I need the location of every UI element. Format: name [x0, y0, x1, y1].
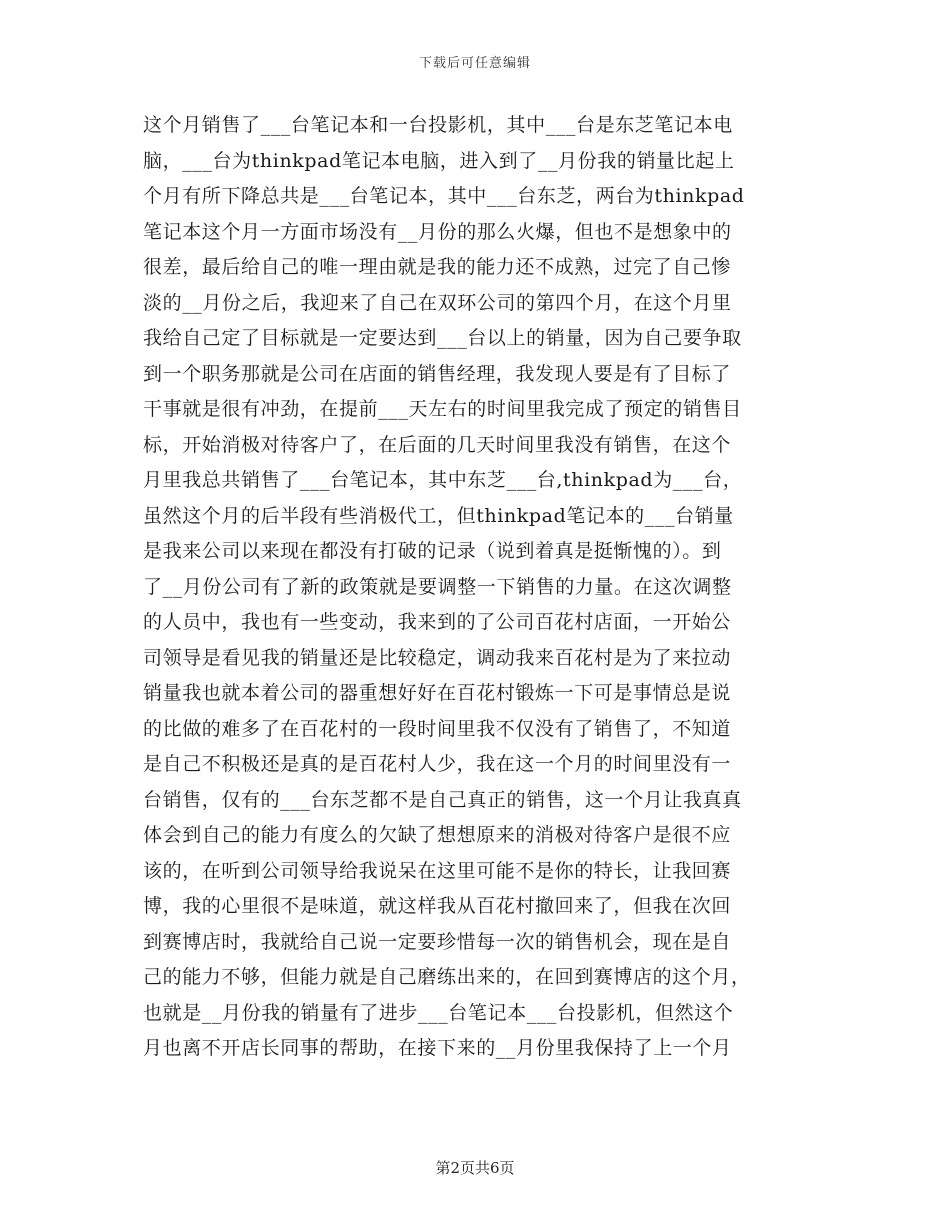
text-line: 的人员中，我也有一些变动，我来到的了公司百花村店面，一开始公: [143, 611, 732, 633]
text-line: 月里我总共销售了___台笔记本，其中东芝___台,thinkpad为___台，: [143, 469, 743, 491]
text-line: 销量我也就本着公司的器重想好好在百花村锻炼一下可是事情总是说: [143, 682, 732, 704]
text-line: 月也离不开店长同事的帮助，在接下来的__月份里我保持了上一个月: [143, 1037, 732, 1059]
text-line: 标，开始消极对待客户了，在后面的几天时间里我没有销售，在这个: [143, 433, 732, 456]
text-line: 该的，在听到公司领导给我说呆在这里可能不是你的特长，让我回赛: [143, 859, 732, 882]
text-line: 博，我的心里很不是味道，就这样我从百花村撤回来了，但我在次回: [143, 895, 732, 917]
text-line: 的比做的难多了在百花村的一段时间里我不仅没有了销售了，不知道: [143, 717, 732, 740]
text-line: 脑，___台为thinkpad笔记本电脑，进入到了__月份我的销量比起上: [143, 149, 735, 172]
text-line: 了__月份公司有了新的政策就是要调整一下销售的力量。在这次调整: [143, 575, 732, 598]
text-line: 到一个职务那就是公司在店面的销售经理，我发现人要是有了目标了: [143, 362, 732, 385]
text-line: 到赛博店时，我就给自己说一定要珍惜每一次的销售机会，现在是自: [143, 930, 732, 953]
page-header: 下载后可任意编辑: [418, 56, 531, 71]
text-line: 淡的__月份之后，我迎来了自己在双环公司的第四个月，在这个月里: [143, 291, 732, 314]
text-line: 台销售，仅有的___台东芝都不是自己真正的销售，这一个月让我真真: [143, 788, 742, 811]
text-line: 是我来公司以来现在都没有打破的记录（说到着真是挺惭愧的）。到: [143, 540, 722, 562]
text-line: 个月有所下降总共是___台笔记本，其中___台东芝，两台为thinkpad: [143, 185, 745, 207]
text-line: 干事就是很有冲劲，在提前___天左右的时间里我完成了预定的销售目: [143, 398, 742, 420]
text-line: 虽然这个月的后半段有些消极代工，但thinkpad笔记本的___台销量: [143, 504, 734, 527]
text-line: 我给自己定了目标就是一定要达到___台以上的销量，因为自己要争取: [143, 327, 742, 349]
text-line: 司领导是看见我的销量还是比较稳定，调动我来百花村是为了来拉动: [143, 646, 732, 669]
document-body: [143, 108, 803, 1067]
text-line: 是自己不积极还是真的是百花村人少，我在这一个月的时间里没有一: [143, 753, 732, 775]
page-number: 第2页共6页: [435, 1159, 515, 1177]
text-line: 笔记本这个月一方面市场没有__月份的那么火爆，但也不是想象中的: [143, 220, 732, 243]
text-line: 己的能力不够，但能力就是自己磨练出来的，在回到赛博店的这个月，: [143, 966, 751, 988]
text-line: 很差，最后给自己的唯一理由就是我的能力还不成熟，过完了自己惨: [143, 256, 732, 278]
text-line: 也就是__月份我的销量有了进步___台笔记本___台投影机，但然这个: [143, 1001, 734, 1024]
text-line: 这个月销售了___台笔记本和一台投影机，其中___台是东芝笔记本电: [143, 114, 733, 136]
text-line: 体会到自己的能力有度么的欠缺了想想原来的消极对待客户是很不应: [143, 824, 732, 846]
